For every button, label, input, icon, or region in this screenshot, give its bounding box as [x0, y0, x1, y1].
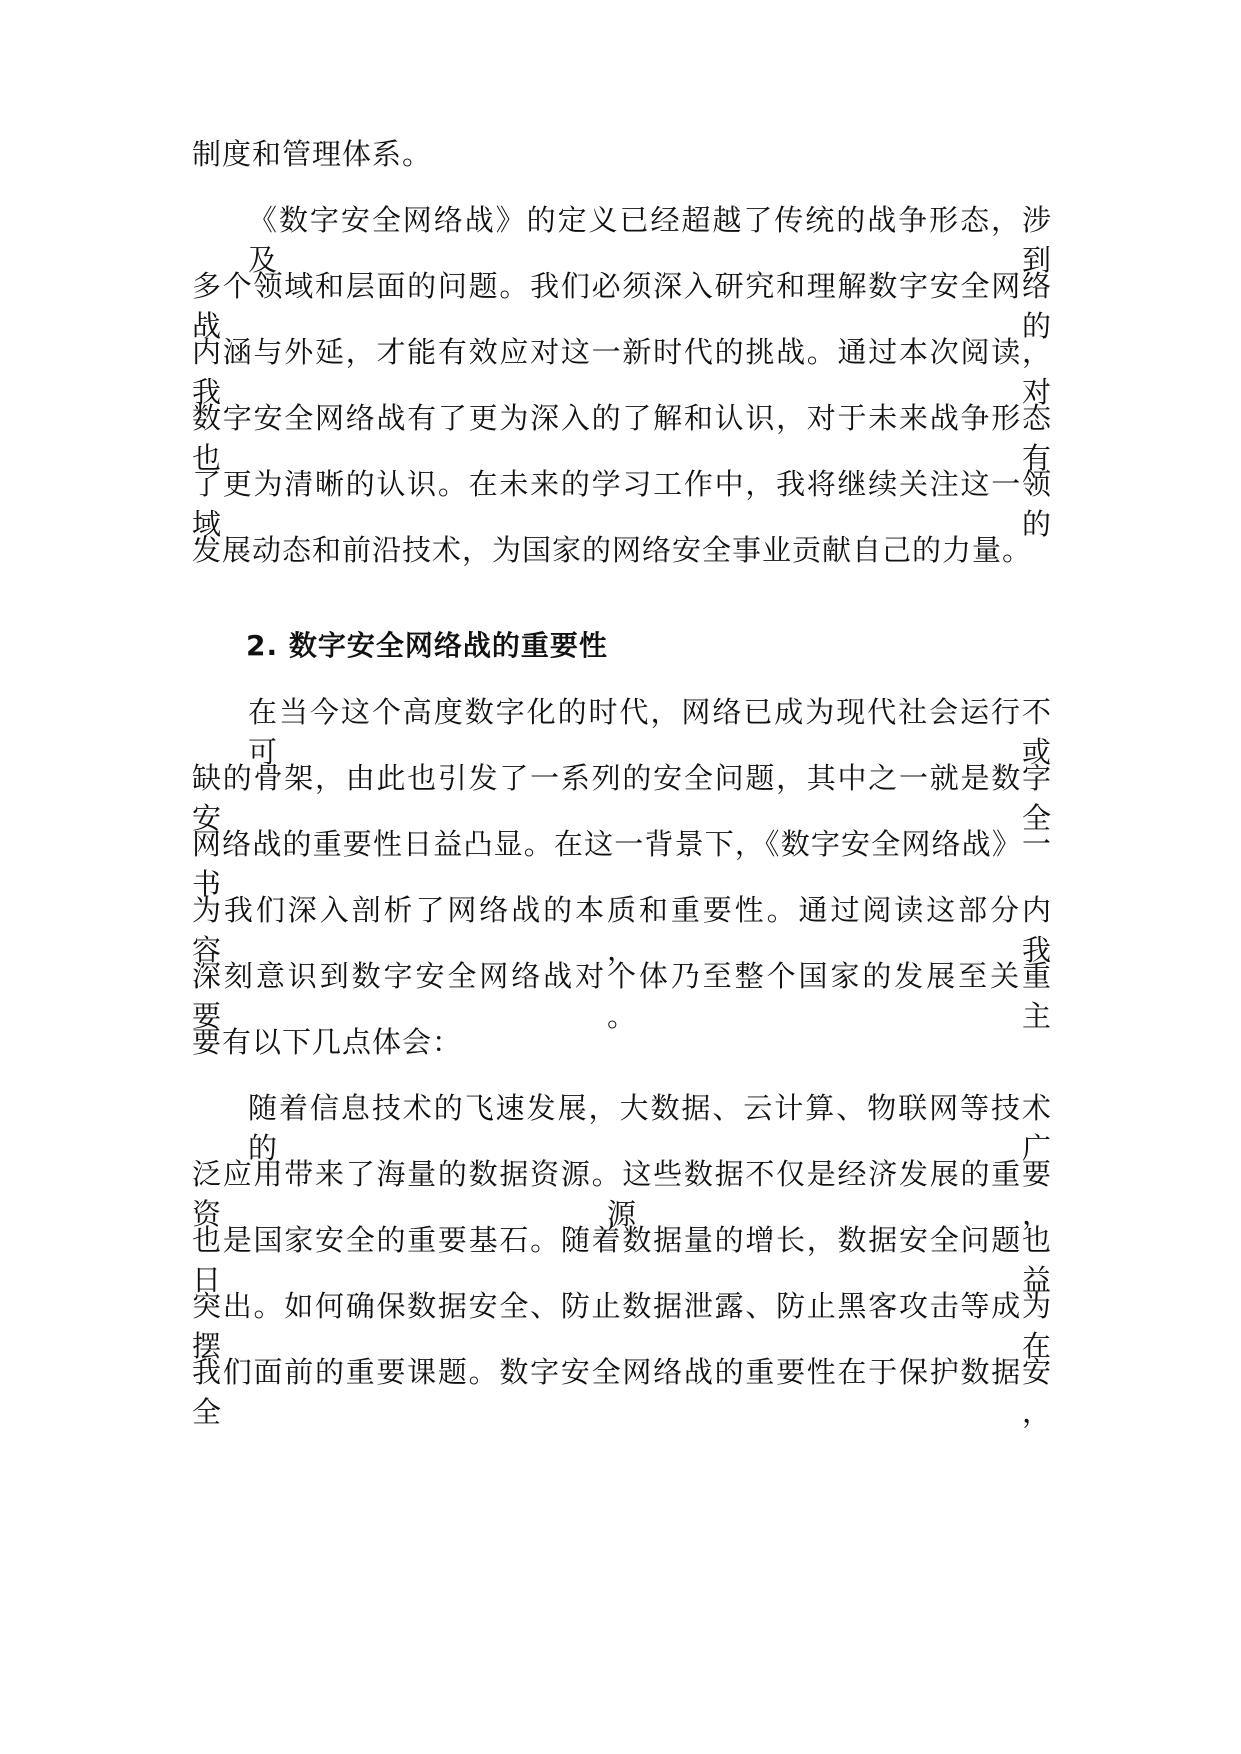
paragraph-line: 数字安全网络战有了更为深入的了解和认识，对于未来战争形态也有	[192, 401, 1052, 475]
paragraph-line: 网络战的重要性日益凸显。在这一背景下，《数字安全网络战》一书	[192, 827, 1052, 901]
paragraph-line: 多个领域和层面的问题。我们必须深入研究和理解数字安全网络战的	[192, 269, 1052, 343]
paragraph-line: 随着信息技术的飞速发展，大数据、云计算、物联网等技术的广	[248, 1091, 1052, 1165]
section-heading: 2. 数字安全网络战的重要性	[246, 629, 608, 662]
paragraph-line: 突出。如何确保数据安全、防止数据泄露、防止黑客攻击等成为摆在	[192, 1289, 1052, 1363]
paragraph-line: 在当今这个高度数字化的时代，网络已成为现代社会运行不可或	[248, 695, 1052, 769]
paragraph-line: 泛应用带来了海量的数据资源。这些数据不仅是经济发展的重要资源，	[192, 1157, 1052, 1231]
paragraph-line: 了更为清晰的认识。在未来的学习工作中，我将继续关注这一领域的	[192, 467, 1052, 541]
paragraph-line: 也是国家安全的重要基石。随着数据量的增长，数据安全问题也日益	[192, 1223, 1052, 1297]
paragraph-line: 《数字安全网络战》的定义已经超越了传统的战争形态，涉及到	[248, 203, 1052, 277]
paragraph-line: 缺的骨架，由此也引发了一系列的安全问题，其中之一就是数字安全	[192, 761, 1052, 835]
paragraph-line: 我们面前的重要课题。数字安全网络战的重要性在于保护数据安全，	[192, 1355, 1052, 1429]
paragraph-line: 要有以下几点体会：	[192, 1025, 463, 1059]
paragraph-line: 发展动态和前沿技术，为国家的网络安全事业贡献自己的力量。	[192, 533, 1033, 567]
paragraph-line: 制度和管理体系。	[192, 137, 433, 171]
paragraph-line: 为我们深入剖析了网络战的本质和重要性。通过阅读这部分内容，我	[192, 893, 1052, 967]
paragraph-line: 深刻意识到数字安全网络战对个体乃至整个国家的发展至关重要。主	[192, 959, 1052, 1033]
paragraph-line: 内涵与外延，才能有效应对这一新时代的挑战。通过本次阅读，我对	[192, 335, 1052, 409]
